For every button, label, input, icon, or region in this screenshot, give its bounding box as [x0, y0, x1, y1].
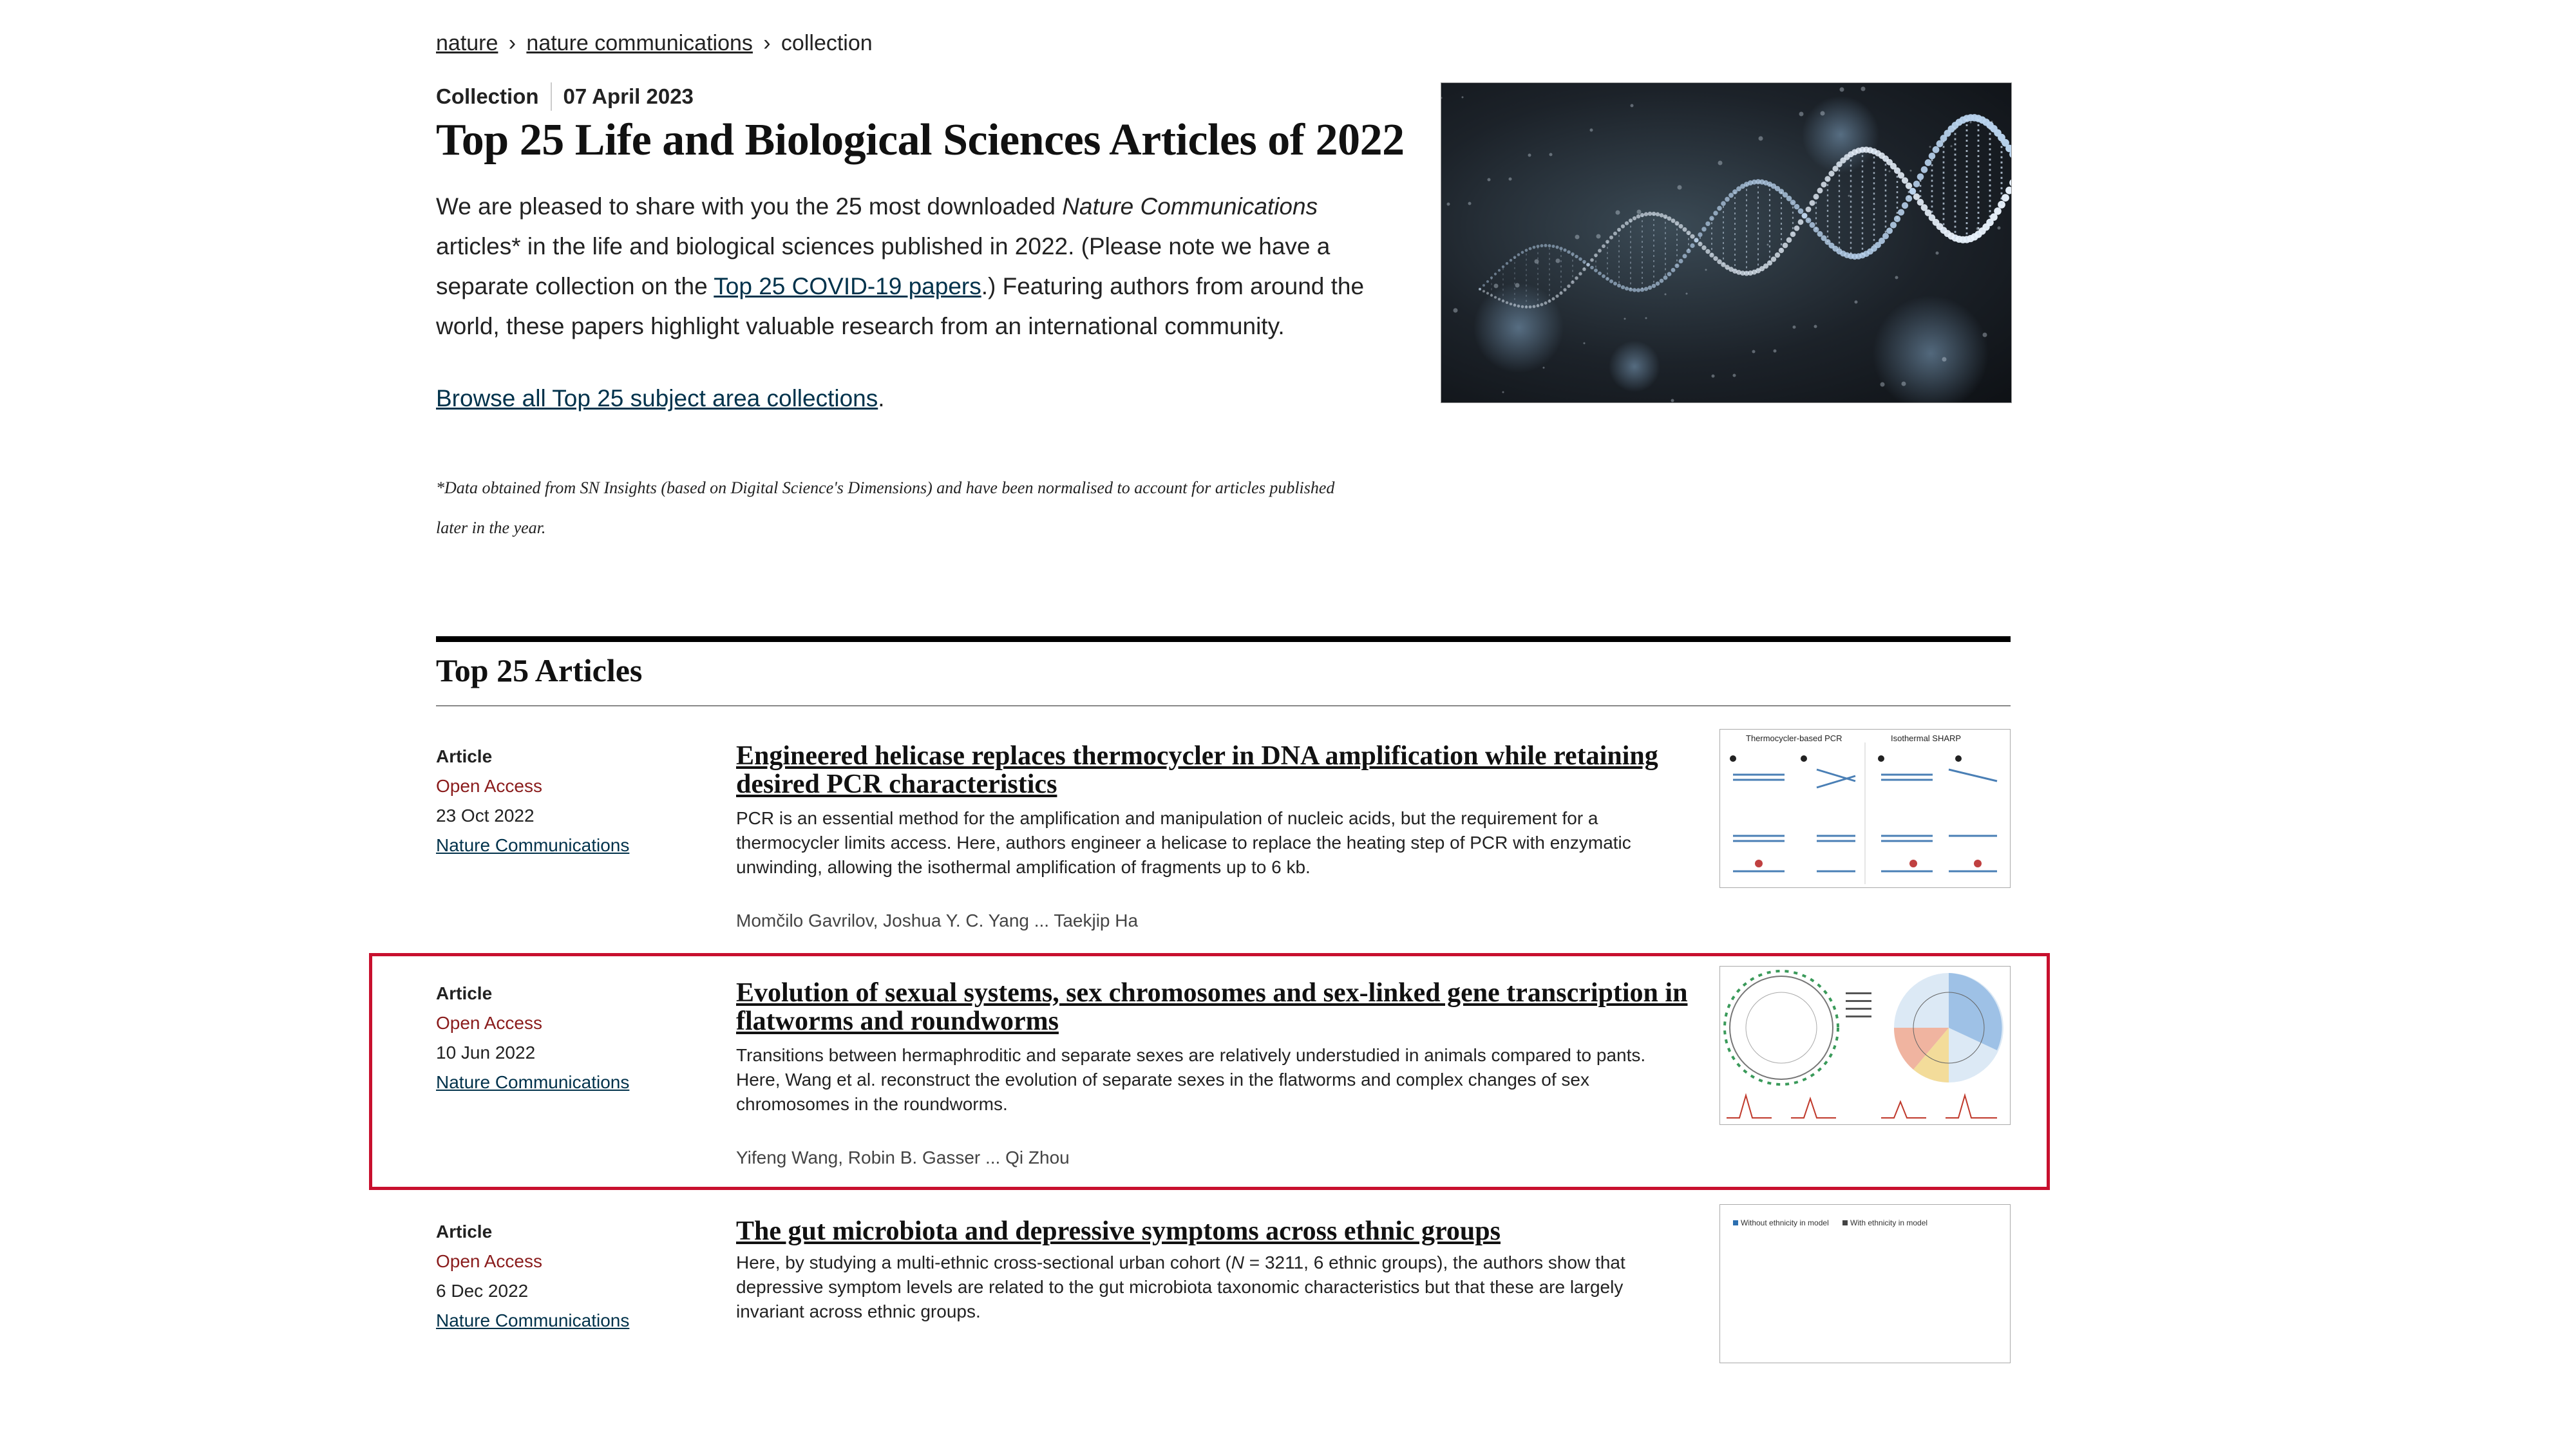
helix-dot	[1529, 247, 1532, 250]
helix-dot	[1701, 227, 1706, 231]
article-description-part-2: = 3211, 6 ethnic groups), the authors show that depressive symptom levels are related to the gut microbiota taxonomic characteristics but that these are largely invariant across ethnic groups.	[736, 1252, 1625, 1321]
particle	[1793, 326, 1796, 329]
helix-dot	[1517, 253, 1520, 256]
open-access-label: Open Access	[436, 776, 542, 796]
particle	[1596, 234, 1601, 239]
helix-dot	[1683, 254, 1687, 258]
helix-dot	[1671, 218, 1676, 223]
helix-dot	[1598, 272, 1602, 276]
helix-dot	[1613, 232, 1617, 236]
particle	[1767, 244, 1769, 246]
article-authors: Momčilo Gavrilov, Joshua Y. C. Yang ... Taekjip Ha	[736, 911, 1139, 931]
chevron-right-icon: ›	[508, 31, 516, 55]
article-date: 6 Dec 2022	[436, 1281, 529, 1301]
browse-tail: .	[878, 385, 885, 411]
helix-dot	[1810, 200, 1815, 206]
helix-dot	[1544, 301, 1548, 305]
thumb-legend-right: With ethnicity in model	[1850, 1218, 1928, 1227]
helix-dot	[1521, 305, 1524, 308]
footnote: *Data obtained from SN Insights (based on Digital Science's Dimensions) and have been normalised to account for articles published later in the year.	[436, 478, 1335, 537]
helix-dot	[1609, 236, 1613, 240]
helix-dot	[1660, 213, 1664, 218]
helix-dot	[1590, 266, 1594, 270]
helix-dot	[1510, 259, 1512, 261]
article-description: Transitions between hermaphroditic and separate sexes are relatively understudied in animals compared to pants. Here, Wang et al. reconstruct the evolution of separate sexes in the flatworms and complex changes of sex chromosomes in the roundworms.	[736, 1045, 1646, 1114]
particle	[1840, 88, 1844, 92]
helix-dot	[1563, 288, 1566, 291]
particle	[1821, 111, 1825, 116]
helix-dot	[1679, 224, 1683, 229]
helix-dot	[1521, 251, 1524, 254]
intro-text-1: We are pleased to share with you the 25 most downloaded	[436, 193, 1063, 220]
particle	[1855, 301, 1858, 304]
particle	[1951, 146, 1953, 147]
particle	[1718, 161, 1723, 165]
helix-dot	[1798, 219, 1804, 225]
helix-dot	[1598, 249, 1602, 252]
particle	[1889, 171, 1891, 173]
helix-dot	[1482, 290, 1485, 292]
particle	[1645, 317, 1647, 319]
particle	[1880, 383, 1885, 387]
article-authors: Yifeng Wang, Robin B. Gasser ... Qi Zhou	[736, 1148, 1070, 1167]
helix-dot	[1656, 213, 1660, 217]
helix-dot	[1921, 166, 1928, 173]
helix-dot	[1725, 197, 1730, 202]
helix-dot	[1898, 209, 1904, 216]
particle	[1616, 211, 1620, 215]
article-thumbnail[interactable]	[1719, 729, 2011, 888]
intro-paragraph	[436, 187, 1408, 346]
helix-dot	[1713, 256, 1718, 261]
particle	[1759, 137, 1763, 141]
helix-dot	[2002, 194, 2009, 202]
breadcrumb-nature-communications-link[interactable]: nature communications	[526, 31, 753, 55]
helix-dot	[1494, 296, 1497, 299]
particle	[1942, 357, 1947, 362]
particle	[1752, 350, 1756, 354]
particle	[1976, 227, 1980, 231]
helix-dot	[1498, 269, 1501, 272]
breadcrumb-nature-link[interactable]: nature	[436, 31, 498, 55]
particle	[1447, 203, 1450, 206]
particle	[1895, 276, 1899, 279]
helix-dot	[1540, 244, 1544, 247]
particle	[1494, 284, 1499, 288]
article-description: PCR is an essential method for the amplification and manipulation of nucleic acids, but the requirement for a thermocycler limits access. Here, authors engineer a helicase to replace the heating step of PCR with enzymatic unwinding, allowing the isothermal amplification of fragments up to 6 kb.	[736, 808, 1631, 877]
helix-dot	[1510, 303, 1512, 305]
article-journal-link[interactable]: Nature Communications	[436, 1310, 630, 1330]
helix-dot	[1713, 211, 1718, 215]
chevron-right-icon: ›	[763, 31, 771, 55]
particle	[1556, 259, 1560, 263]
helix-dot	[1886, 227, 1893, 234]
helix-dot	[1563, 249, 1566, 252]
helix-dot	[1925, 159, 1932, 166]
helix-dot	[1567, 285, 1570, 288]
helix-dot	[1798, 209, 1804, 214]
helix-dot	[1586, 263, 1590, 267]
article-meta	[436, 1217, 706, 1336]
helix-dot	[1786, 237, 1792, 243]
helix-dot	[1906, 195, 1912, 202]
helix-dot	[2005, 187, 2011, 194]
particle	[1454, 308, 1458, 313]
helix-dot	[1621, 224, 1625, 228]
helix-dot	[1717, 260, 1722, 265]
helix-dot	[1701, 245, 1706, 250]
article-title-link[interactable]: Engineered helicase replaces thermocycler in DNA amplification while retaining desired PCR characteristics	[736, 741, 1658, 799]
particle	[1468, 202, 1472, 205]
intro-text-2: articles* in the life and biological sciences published in 2022. (Please note we have a separate collection on the	[436, 233, 1331, 299]
article-journal-link[interactable]: Nature Communications	[436, 835, 630, 855]
section-title: Top 25 Articles	[436, 652, 643, 688]
helix-dot	[1933, 146, 1940, 153]
particle	[1441, 97, 1443, 99]
helix-dot	[1717, 206, 1722, 211]
particle	[1515, 283, 1520, 288]
helix-dot	[1902, 177, 1908, 184]
helix-dot	[1890, 222, 1897, 228]
helix-dot	[1648, 212, 1653, 216]
collection-date: 07 April 2023	[563, 84, 694, 108]
helix-dot	[1683, 227, 1687, 232]
particle	[1671, 399, 1674, 402]
article-meta	[436, 742, 706, 860]
breadcrumb	[436, 31, 873, 56]
helix-dot	[1667, 216, 1672, 221]
helix-dot	[1590, 258, 1594, 262]
thumb-legend-left: Without ethnicity in model	[1741, 1218, 1829, 1227]
article-title-link[interactable]: The gut microbiota and depressive symptoms across ethnic groups	[736, 1216, 1501, 1246]
particle	[1936, 252, 1939, 255]
article-thumbnail[interactable]	[1719, 1204, 2011, 1363]
helix-dot	[1728, 193, 1734, 198]
thumb-label-left: Thermocycler-based PCR	[1746, 733, 1842, 743]
helix-dot	[1644, 287, 1648, 291]
helix-dot	[1794, 225, 1800, 231]
helix-dot	[1794, 204, 1800, 210]
helix-dot	[1633, 216, 1636, 220]
particle	[1808, 220, 1810, 222]
particle	[1705, 269, 1707, 271]
helix-dot	[1506, 301, 1508, 304]
helix-dot	[1913, 193, 1920, 200]
article-date: 23 Oct 2022	[436, 806, 535, 826]
particle	[1848, 195, 1850, 197]
helix-dot	[1771, 256, 1776, 261]
helix-dot	[1828, 171, 1834, 176]
meta-divider	[551, 82, 552, 111]
dna-helix-illustration	[1441, 83, 2011, 402]
open-access-label: Open Access	[436, 1251, 542, 1271]
helix-dot	[1694, 238, 1698, 242]
helix-dot	[1909, 188, 1916, 194]
particle	[1902, 382, 1906, 386]
particle	[1814, 325, 1817, 328]
helix-dot	[1633, 288, 1636, 292]
helix-dot	[1529, 305, 1532, 308]
helix-dot	[1806, 207, 1812, 213]
helix-dot	[1517, 305, 1520, 308]
particle	[1991, 121, 1993, 123]
particle	[1535, 260, 1539, 264]
helix-dot	[1648, 285, 1653, 290]
particle	[1774, 350, 1777, 353]
helix-dot	[1625, 287, 1629, 290]
helix-dot	[1555, 245, 1558, 249]
helix-dot	[1810, 222, 1815, 228]
browse-collections	[436, 385, 885, 412]
helix-dot	[1575, 276, 1578, 279]
particle	[1727, 269, 1728, 270]
covid-papers-link[interactable]: Top 25 COVID-19 papers	[714, 273, 981, 299]
helix-dot	[1621, 285, 1625, 289]
helix-dot	[1482, 284, 1485, 287]
particle	[1665, 294, 1667, 296]
helix-dot	[1609, 279, 1613, 283]
particle	[1462, 97, 1464, 99]
helix-dot	[1494, 272, 1497, 275]
particle	[1733, 374, 1736, 377]
helix-dot	[1656, 281, 1660, 286]
article-date: 10 Jun 2022	[436, 1043, 536, 1063]
helix-dot	[1567, 250, 1570, 254]
particle	[1799, 112, 1804, 117]
helix-dot	[1575, 255, 1578, 258]
particle	[1712, 375, 1715, 378]
particle	[1861, 87, 1866, 91]
helix-dot	[1790, 231, 1796, 237]
particle	[1910, 170, 1912, 172]
helix-dot	[1998, 201, 2005, 209]
particle	[1488, 178, 1491, 182]
article-description-sample-symbol: N	[1231, 1252, 1245, 1272]
particle	[1929, 146, 1931, 148]
breadcrumb-current: collection	[781, 31, 873, 55]
helix-dot	[1705, 222, 1710, 226]
particle	[1509, 178, 1512, 181]
article-item	[436, 1217, 2011, 1436]
highlight-box	[369, 953, 2050, 1190]
chart-thumbnail	[1720, 1205, 2010, 1363]
helix-dot	[1486, 292, 1489, 294]
particle	[1678, 185, 1682, 190]
helix-dot	[1552, 298, 1555, 301]
intro-journal-name: Nature Communications	[1062, 193, 1318, 220]
intro-text-3: .) Featuring authors from around the world, these papers highlight valuable research from an international community.	[436, 273, 1365, 339]
helix-dot	[1602, 244, 1605, 248]
particle	[1502, 392, 1504, 393]
particle	[1631, 104, 1634, 108]
helix-dot	[1498, 298, 1501, 301]
helix-dot	[1817, 187, 1823, 193]
particle	[1584, 343, 1586, 345]
helix-dot	[1786, 196, 1792, 202]
helix-dot	[1625, 222, 1629, 225]
particle	[1970, 122, 1972, 124]
helix-dot	[1690, 243, 1694, 248]
helix-dot	[1671, 268, 1676, 272]
article-title-link[interactable]: Evolution of sexual systems, sex chromosomes and sex-linked gene transcription in flatworms and roundworms	[736, 978, 1688, 1036]
browse-collections-link[interactable]: Browse all Top 25 subject area collections	[436, 385, 878, 411]
article-description-part-1: Here, by studying a multi-ethnic cross-sectional urban cohort (	[736, 1252, 1231, 1272]
helix-dot	[1636, 288, 1640, 292]
helix-dot	[1652, 284, 1656, 288]
article-description	[736, 1251, 1689, 1324]
helix-dot	[1775, 252, 1780, 258]
section-top-rule	[436, 636, 2011, 642]
particle	[1624, 318, 1626, 320]
thumb-label-right: Isothermal SHARP	[1891, 733, 1962, 743]
helix-dot	[1486, 280, 1489, 283]
helix-dot	[1540, 303, 1544, 307]
helix-dot	[1533, 305, 1536, 308]
helix-dot	[1994, 207, 2002, 215]
helix-dot	[1902, 202, 1908, 209]
helix-dot	[1644, 212, 1648, 216]
helix-dot	[1679, 259, 1683, 263]
article-type: Article	[436, 746, 493, 766]
helix-dot	[1913, 181, 1920, 187]
helix-dot	[1783, 243, 1788, 249]
helix-dot	[2009, 179, 2011, 187]
open-access-label: Open Access	[436, 1013, 542, 1033]
article-type: Article	[436, 1222, 493, 1242]
helix-dot	[1552, 245, 1555, 248]
particle	[1543, 367, 1545, 369]
pcr-diagram-thumbnail	[1720, 730, 2010, 887]
helix-dot	[1544, 244, 1548, 247]
dna-hero-image	[1441, 82, 2012, 403]
helix-dot	[1533, 246, 1536, 249]
helix-dot	[1555, 294, 1558, 298]
helix-dot	[1578, 258, 1582, 261]
particle	[1549, 153, 1553, 156]
helix-dot	[1636, 214, 1640, 218]
collection-type: Collection	[436, 84, 539, 108]
particle	[1575, 235, 1580, 240]
particle	[1590, 129, 1593, 132]
section-divider	[436, 705, 2011, 706]
particle	[1983, 333, 1987, 337]
article-item	[436, 733, 2011, 961]
particle	[1637, 210, 1642, 214]
collection-meta	[436, 82, 694, 111]
helix-dot	[1705, 249, 1710, 254]
helix-dot	[1660, 279, 1664, 283]
helix-dot	[1821, 182, 1827, 187]
helix-dot	[1667, 272, 1672, 276]
page-title: Top 25 Life and Biological Sciences Articles of 2022	[436, 115, 1405, 165]
helix-dot	[1690, 234, 1694, 239]
particle	[1686, 293, 1688, 295]
particle	[1528, 154, 1531, 157]
helix-dot	[1613, 281, 1617, 285]
helix-dot	[1506, 262, 1508, 265]
helix-dot	[1578, 272, 1582, 275]
article-journal-link[interactable]: Nature Communications	[436, 1072, 630, 1092]
particle	[1998, 227, 2001, 230]
helix-dot	[1602, 274, 1605, 278]
article-type: Article	[436, 983, 493, 1003]
